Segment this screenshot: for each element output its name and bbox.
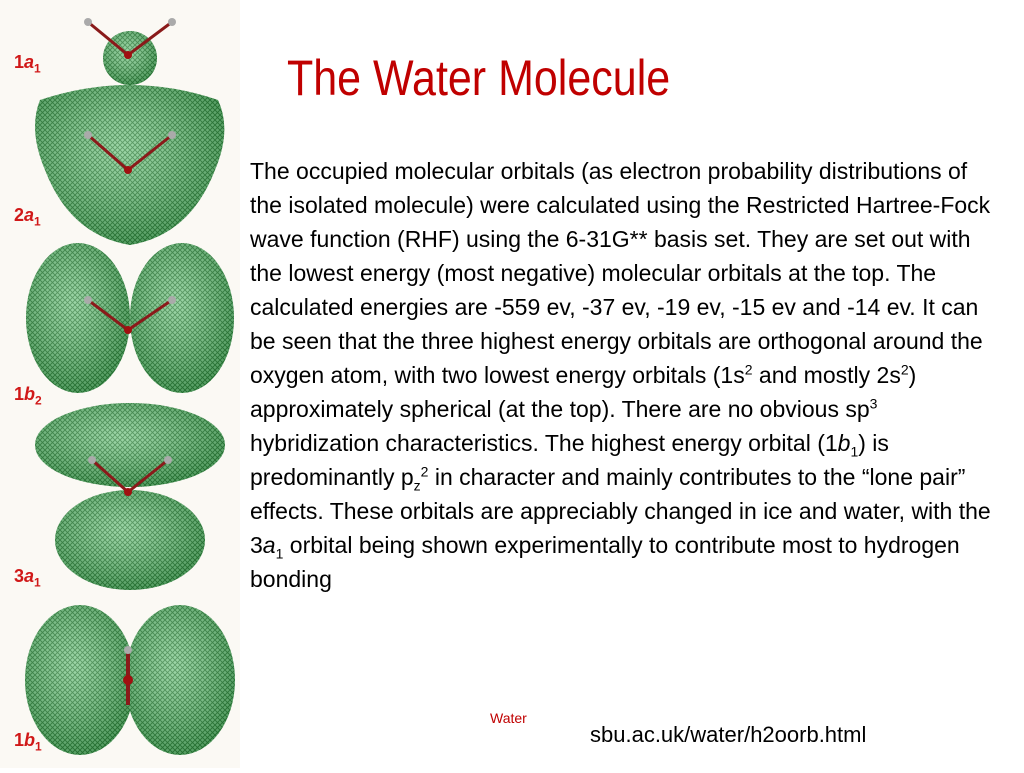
- orbital-label-2a1: $2a_1$: [14, 205, 41, 229]
- orbital-1a1-shape: [84, 18, 176, 85]
- page-title: The Water Molecule: [287, 50, 671, 106]
- orbital-1b1-shape: [25, 605, 235, 755]
- orbital-2a1-shape: [35, 85, 224, 245]
- orbital-3a1-shape: [35, 403, 225, 590]
- orbital-label-3a1: $3a_1$: [14, 566, 41, 590]
- source-url: sbu.ac.uk/water/h2oorb.html: [590, 722, 867, 747]
- orbital-label-1a1: $1a_1$: [14, 52, 41, 76]
- water-link[interactable]: Water: [490, 710, 527, 726]
- body-paragraph: The occupied molecular orbitals (as electron probability distributions of the isolated molecule) were calculated using the Restricted Hartree-Fock wave function (RHF) using the 6-31G** basis set. They are set out with the lowest energy (most negative) molecular orbitals at the top. The calculated energies are -559 ev, -37 ev, -19 ev, -15 ev and -14 ev. It can be seen that the three highest energy orbitals are orthogonal around the oxygen atom, with two lowest energy orbitals ($1s^2$ and mostly $2s^2$) approximately spherical (at the top). There are no obvious $sp^3$ hybridization characteristics. The highest energy orbital $(1b_1)$ is predominantly $p_z^2$ in character and mainly contributes to the “lone pair” effects. These orbitals are appreciably changed in ice and water, with the $3a_1$ orbital being shown experimentally to contribute most to hydrogen bonding: [250, 158, 991, 592]
- orbital-1b2-shape: [26, 243, 234, 393]
- orbital-label-1b2: $1b_2$: [14, 384, 42, 408]
- orbital-illustration-panel: [0, 0, 240, 768]
- orbital-label-1b1: $1b_1$: [14, 730, 42, 754]
